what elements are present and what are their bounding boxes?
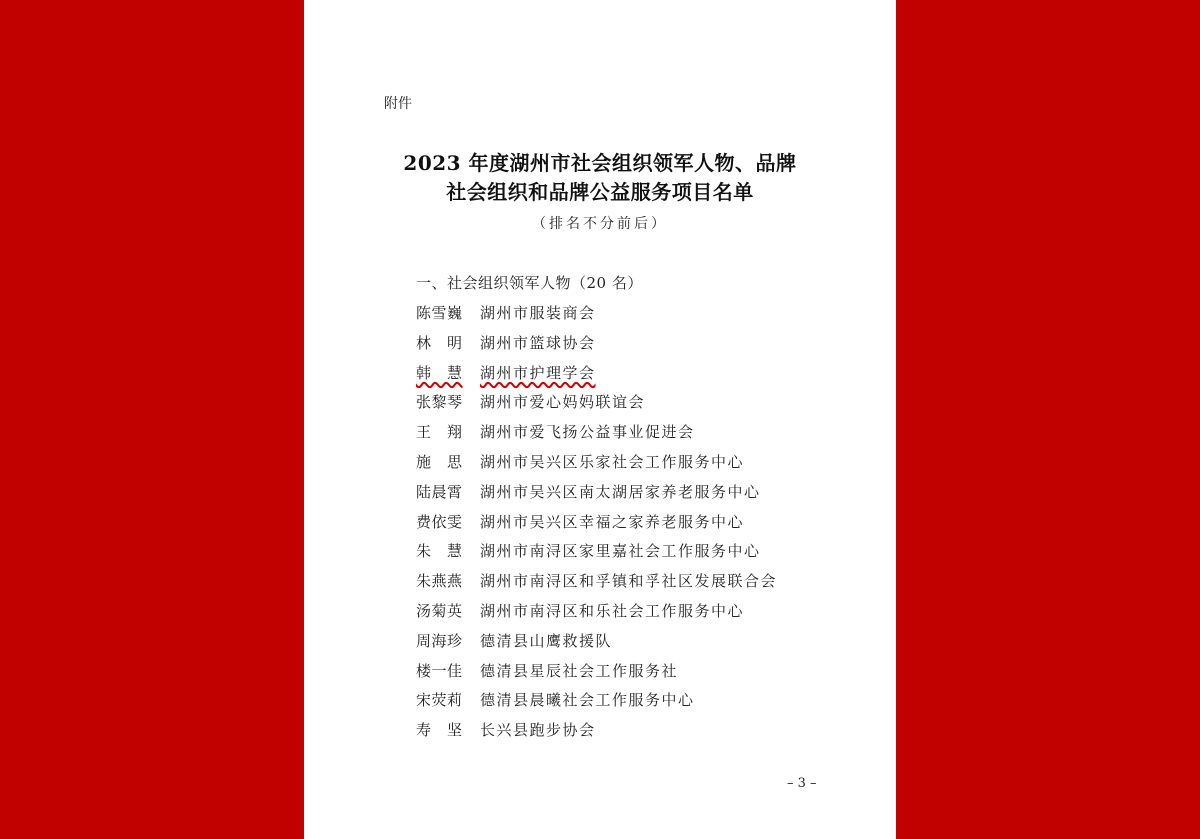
person-name: 施 思 <box>416 452 463 471</box>
document-title-line-2: 社会组织和品牌公益服务项目名单 <box>446 180 754 204</box>
person-name: 陆晨霄 <box>416 482 463 501</box>
organization-name: 长兴县跑步协会 <box>480 721 596 740</box>
list-item <box>416 509 777 539</box>
list-item <box>416 479 777 509</box>
person-name: 汤菊英 <box>416 601 463 620</box>
document-page <box>304 0 896 839</box>
organization-name: 德清县晨曦社会工作服务中心 <box>480 691 695 710</box>
list-item <box>416 687 777 717</box>
page-number: – 3 – <box>787 776 817 791</box>
person-name: 朱 慧 <box>416 542 463 561</box>
list-item <box>416 568 777 598</box>
section-heading: 一、社会组织领军人物（20 名） <box>416 274 643 292</box>
list-item <box>416 330 777 360</box>
list-item <box>416 419 777 449</box>
list-item <box>416 389 777 419</box>
person-name: 朱燕燕 <box>416 572 463 591</box>
list-item <box>416 538 777 568</box>
person-name: 陈雪巍 <box>416 304 463 322</box>
person-name: 王 翔 <box>416 423 463 442</box>
person-name: 韩 慧 <box>416 363 463 382</box>
organization-name: 湖州市服装商会 <box>480 304 596 322</box>
list-item <box>416 598 777 628</box>
attachment-label: 附件 <box>384 96 412 112</box>
organization-name: 湖州市篮球协会 <box>480 333 596 352</box>
person-name: 张黎琴 <box>416 393 463 412</box>
person-name: 周海珍 <box>416 631 463 650</box>
list-item <box>416 628 777 658</box>
person-name: 费依雯 <box>416 512 463 531</box>
organization-name: 湖州市吴兴区幸福之家养老服务中心 <box>480 512 745 531</box>
organization-name: 湖州市护理学会 <box>480 363 596 382</box>
person-name: 宋荧莉 <box>416 691 463 710</box>
organization-name: 湖州市吴兴区乐家社会工作服务中心 <box>480 452 745 471</box>
list-item <box>416 717 777 747</box>
organization-name: 湖州市南浔区和孚镇和孚社区发展联合会 <box>480 572 778 591</box>
list-item <box>416 449 777 479</box>
person-name: 楼一佳 <box>416 661 463 680</box>
document-title-line-1: 2023 年度湖州市社会组织领军人物、品牌 <box>403 151 797 175</box>
list-item <box>416 658 777 688</box>
organization-name: 湖州市爱飞扬公益事业促进会 <box>480 423 695 442</box>
list-item-highlighted <box>416 360 777 390</box>
list-item <box>416 300 777 330</box>
document-subtitle: （排名不分前后） <box>532 216 668 232</box>
organization-name: 德清县山鹰救援队 <box>480 631 613 650</box>
leader-list <box>416 300 777 747</box>
person-name: 寿 坚 <box>416 721 463 740</box>
organization-name: 湖州市吴兴区南太湖居家养老服务中心 <box>480 482 761 501</box>
organization-name: 湖州市南浔区和乐社会工作服务中心 <box>480 601 745 620</box>
organization-name: 湖州市南浔区家里嘉社会工作服务中心 <box>480 542 761 561</box>
organization-name: 湖州市爱心妈妈联谊会 <box>480 393 646 412</box>
person-name: 林 明 <box>416 333 463 352</box>
organization-name: 德清县星辰社会工作服务社 <box>480 661 679 680</box>
